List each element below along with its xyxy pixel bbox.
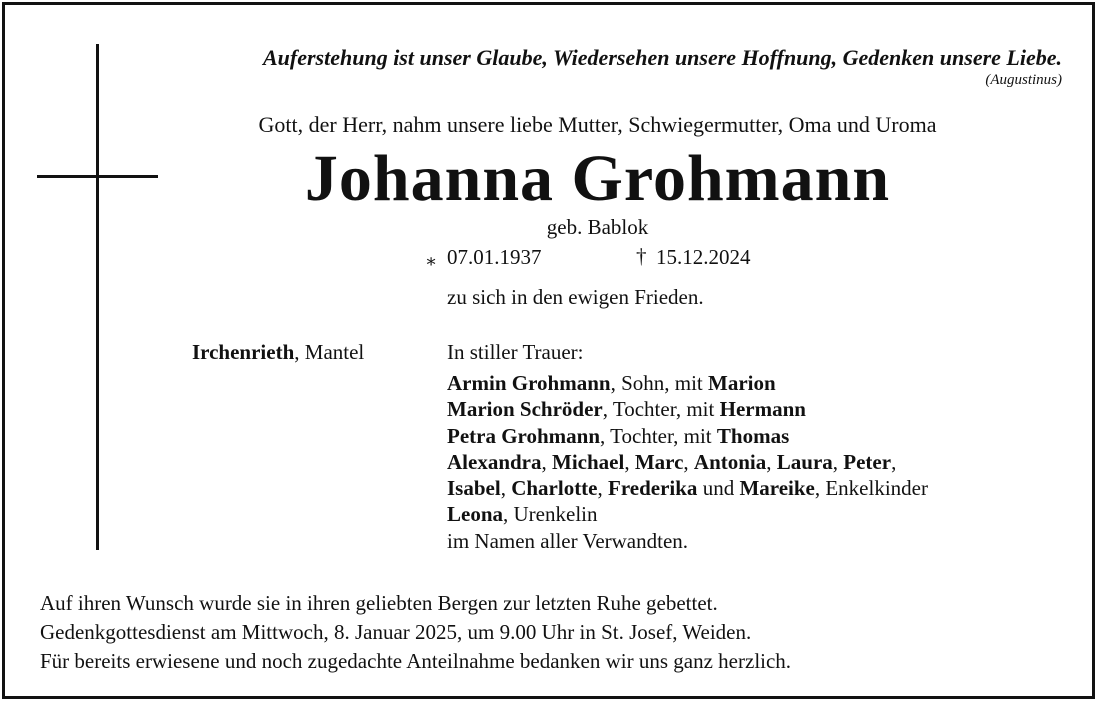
birth-date: 07.01.1937 [447,245,542,269]
mourner-line [447,373,928,399]
mourner-name: Leona [447,502,504,527]
mourner-text: , Urenkelin [503,502,598,527]
mourner-text: , [683,449,694,474]
mourner-text: , [541,449,552,474]
mourner-name: Peter [843,449,892,474]
mourner-name: Alexandra [447,449,542,474]
place-line [192,342,364,363]
mourner-line [447,449,928,478]
mourner-name: Michael [552,449,625,474]
birth-name: geb. Bablok [546,215,649,239]
motto-author: (Augustinus) [985,72,1062,88]
motto-quote: Auferstehung ist unser Glaube, Wiedersehen unsere Hoffnung, Gedenken unsere Liebe. [262,45,1062,70]
mourner-line [447,528,928,557]
mourner-name: Frederika [608,476,698,501]
mourner-name: Thomas [716,423,790,448]
mourner-list [447,373,928,557]
mourner-text: und [697,476,740,501]
mourner-name: Isabel [447,476,501,501]
mourner-text: , Tochter, mit [600,423,717,448]
death-date: 15.12.2024 [656,245,751,269]
mourner-line [447,399,928,425]
mourner-text: , [766,449,777,474]
mourner-name: Charlotte [511,476,598,501]
peace-text: zu sich in den ewigen Frieden. [447,285,704,309]
mourner-line [447,504,928,530]
mourner-name: Petra Grohmann [447,423,601,448]
mourner-text: , [832,449,844,474]
mourner-name: Antonia [693,449,767,474]
closing-line: Gedenkgottesdienst am Mittwoch, 8. Januar 2025, um 9.00 Uhr in St. Josef, Weiden. [40,620,752,644]
mourner-text: , Tochter, mit [602,397,720,422]
closing-text [40,593,791,680]
mourner-name: Marion [708,371,776,395]
mourner-name: Laura [776,449,833,474]
mourner-name: Marc [634,449,684,474]
mourner-text: , [891,449,897,474]
closing-line: Auf ihren Wunsch wurde sie in ihren geliebten Bergen zur letzten Ruhe gebettet. [40,591,718,615]
mourner-text: , [597,476,608,501]
mourner-line [447,478,928,504]
mourner-name: Hermann [719,397,806,422]
mourner-text: , Sohn, mit [610,371,708,395]
closing-line: Für bereits erwiesene und noch zugedachte Anteilnahme bedanken wir uns ganz herzlich. [40,649,792,673]
deceased-name: Johanna Grohmann [304,142,891,215]
mourner-text: , [624,449,635,474]
place-name: Irchenrieth [192,340,295,364]
mourner-text: , Enkelkinder [814,476,928,501]
birth-star-icon: ∗ [425,251,438,271]
mourner-line [447,423,928,452]
mourner-name: Mareike [739,476,815,501]
death-cross-icon: † [636,244,647,268]
mourner-text: , [500,476,512,501]
mourner-name: Armin Grohmann [447,371,611,395]
mourning-heading: In stiller Trauer: [447,340,584,364]
announcement-intro: Gott, der Herr, nahm unsere liebe Mutter, Schwiegermutter, Oma und Uroma [258,112,937,137]
place-suffix: , Mantel [294,340,365,364]
mourner-name: Marion Schröder [447,397,603,422]
mourner-text: im Namen aller Verwandten. [447,528,689,553]
